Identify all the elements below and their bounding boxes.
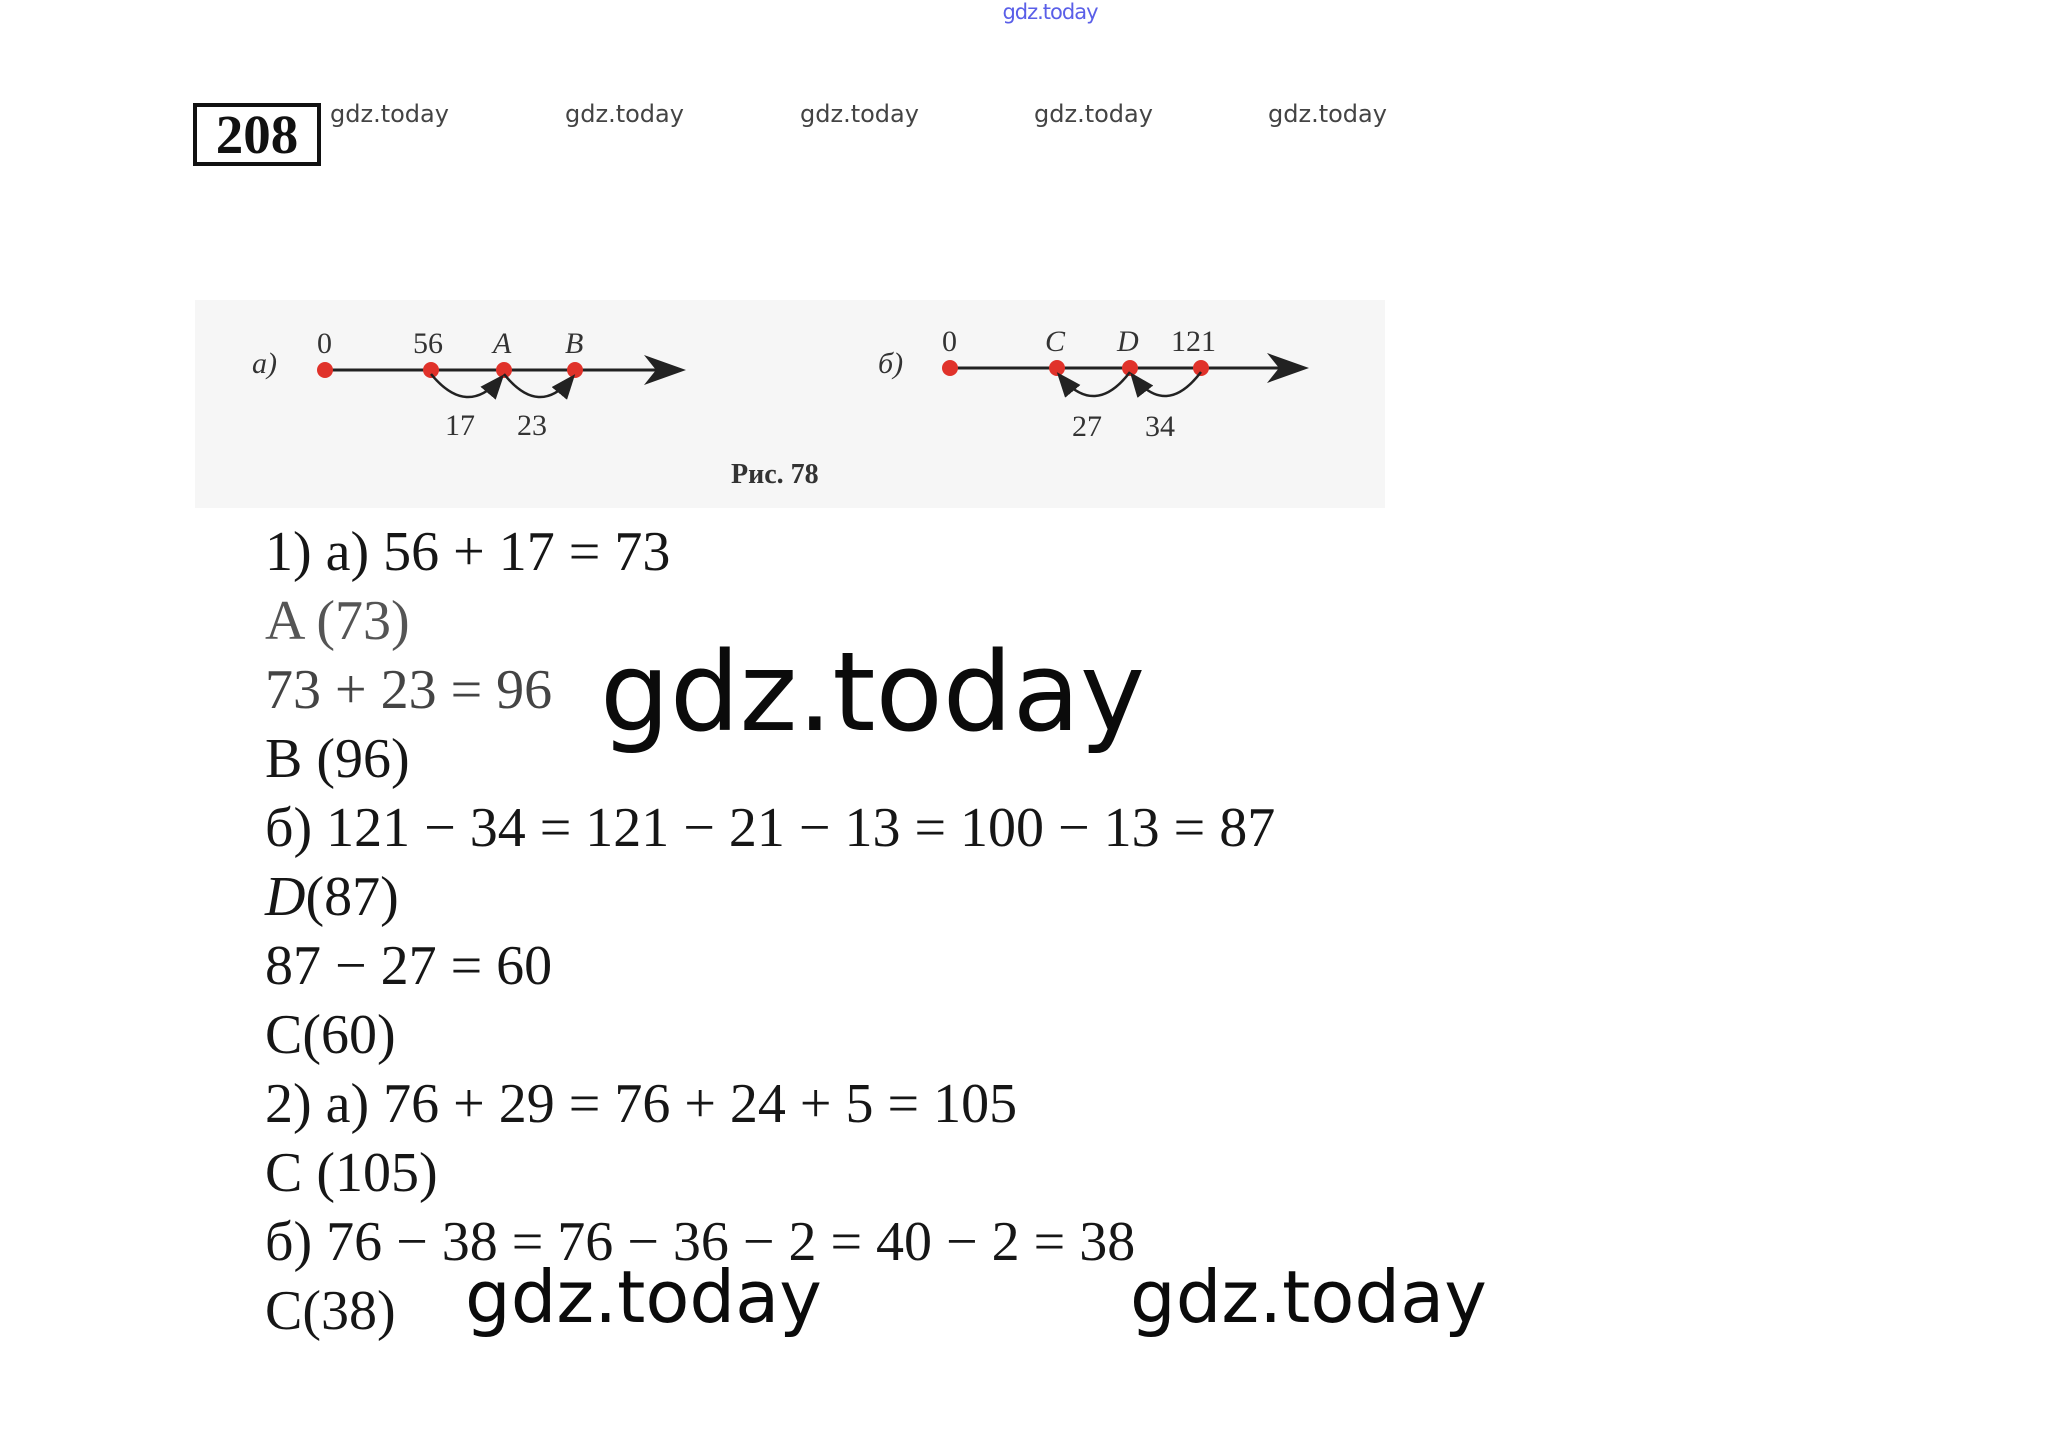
big-watermark-bottom-left: gdz.today [465,1255,822,1339]
header-watermark: gdz.today [565,100,684,128]
problem-number: 208 [193,103,321,166]
solution-line-1: 1) а) 56 + 17 = 73 [265,521,671,583]
label-a-A: A [493,327,512,360]
label-a-56: 56 [413,327,443,360]
point-b-C [1049,360,1065,376]
solution-line-2: A (73) [265,590,410,652]
top-watermark: gdz.today [1002,0,1098,24]
arc-a-17 [431,374,501,397]
solution-line-3: 73 + 23 = 96 [265,659,553,721]
label-b-D: D [1117,325,1139,358]
arc-label-b-27: 27 [1072,410,1102,443]
solution-line-7: 87 − 27 = 60 [265,935,553,997]
label-b-C: C [1045,325,1066,358]
solution-line-5: б) 121 − 34 = 121 − 21 − 13 = 100 − 13 = 87 [265,797,1276,859]
arc-label-a-23: 23 [517,409,547,442]
arc-b-34 [1133,372,1201,396]
point-b-0 [942,360,958,376]
header-watermark: gdz.today [1034,100,1153,128]
arc-b-27 [1060,372,1130,396]
solution-line-11: б) 76 − 38 = 76 − 36 − 2 = 40 − 2 = 38 [265,1211,1136,1273]
point-a-0 [317,362,333,378]
solution-line-4: B (96) [265,728,410,790]
solution-line-9: 2) а) 76 + 29 = 76 + 24 + 5 = 105 [265,1073,1018,1135]
number-line-figure [195,300,1385,508]
solution-line-10: C (105) [265,1142,438,1204]
part-a-label: а) [252,347,277,380]
point-a-B [567,362,583,378]
arc-label-a-17: 17 [445,409,475,442]
solution-line-12: C(38) [265,1280,396,1342]
solution-line-8: C(60) [265,1004,396,1066]
header-watermark: gdz.today [1268,100,1387,128]
label-a-0: 0 [317,327,332,360]
label-a-B: B [565,327,584,360]
arc-label-b-34: 34 [1145,410,1175,443]
big-watermark-center: gdz.today [600,628,1146,756]
header-watermark: gdz.today [800,100,919,128]
arc-a-23 [504,374,572,397]
big-watermark-bottom-right: gdz.today [1130,1255,1487,1339]
point-d-label: D [265,866,306,928]
label-b-0: 0 [942,325,957,358]
solution-line-6 [265,865,399,929]
point-d-value: (87) [305,866,399,928]
part-b-label: б) [878,347,904,380]
figure-caption: Рис. 78 [731,459,819,490]
header-watermark: gdz.today [330,100,449,128]
label-b-121: 121 [1171,325,1216,358]
